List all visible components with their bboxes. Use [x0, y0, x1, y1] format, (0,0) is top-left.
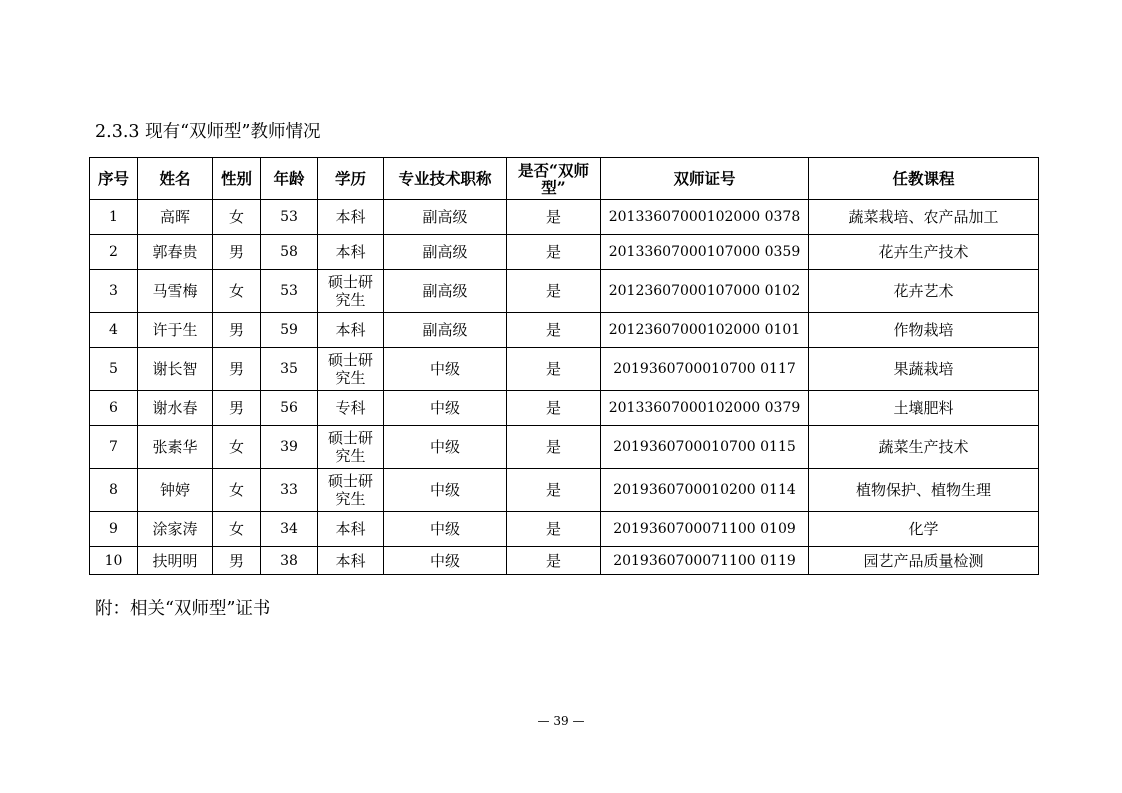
cell-name: 谢水春	[138, 391, 213, 426]
cell-education-line1: 硕士研	[327, 273, 373, 291]
cell-name: 张素华	[138, 426, 213, 469]
cell-education	[318, 469, 384, 512]
cell-education	[318, 391, 384, 426]
cell-education-line1: 本科	[335, 520, 366, 538]
cell-education	[318, 270, 384, 313]
table-row	[90, 313, 1039, 348]
cell-title: 中级	[384, 547, 507, 575]
cell-courses: 植物保护、植物生理	[809, 469, 1039, 512]
cell-education	[318, 348, 384, 391]
cell-education-line1: 硕士研	[327, 351, 373, 369]
cell-double-qualified: 是	[507, 426, 601, 469]
cell-education-line2: 究生	[335, 369, 366, 387]
cell-title: 副高级	[384, 313, 507, 348]
cell-certificate: 20133607000102000 0378	[601, 200, 809, 235]
cell-certificate: 20133607000102000 0379	[601, 391, 809, 426]
cell-name: 许于生	[138, 313, 213, 348]
cell-double-qualified: 是	[507, 547, 601, 575]
cell-gender: 女	[213, 200, 261, 235]
header-double-qualified-line1: 是否“双师	[518, 160, 589, 180]
table-row	[90, 469, 1039, 512]
cell-education	[318, 313, 384, 348]
cell-index: 1	[90, 200, 138, 235]
table-row	[90, 348, 1039, 391]
cell-education-line1: 硕士研	[327, 472, 373, 490]
cell-double-qualified: 是	[507, 235, 601, 270]
cell-education-line1: 专科	[335, 399, 366, 417]
cell-index: 7	[90, 426, 138, 469]
cell-age: 58	[261, 235, 318, 270]
cell-age: 56	[261, 391, 318, 426]
cell-name: 谢长智	[138, 348, 213, 391]
cell-education	[318, 547, 384, 575]
cell-gender: 女	[213, 469, 261, 512]
cell-courses: 作物栽培	[809, 313, 1039, 348]
header-index: 序号	[90, 158, 138, 200]
header-title: 专业技术职称	[384, 158, 507, 200]
cell-index: 9	[90, 512, 138, 547]
cell-education	[318, 426, 384, 469]
cell-courses: 蔬菜栽培、农产品加工	[809, 200, 1039, 235]
cell-index: 10	[90, 547, 138, 575]
cell-name: 涂家涛	[138, 512, 213, 547]
table-row	[90, 235, 1039, 270]
cell-index: 3	[90, 270, 138, 313]
cell-education-line1: 本科	[335, 321, 366, 339]
header-double-qualified-line2: 型”	[541, 177, 566, 197]
cell-double-qualified: 是	[507, 313, 601, 348]
cell-title: 中级	[384, 348, 507, 391]
cell-age: 53	[261, 200, 318, 235]
table-row	[90, 200, 1039, 235]
table-body	[90, 200, 1039, 575]
cell-age: 39	[261, 426, 318, 469]
table-row	[90, 391, 1039, 426]
cell-courses: 花卉生产技术	[809, 235, 1039, 270]
header-certificate: 双师证号	[601, 158, 809, 200]
cell-double-qualified: 是	[507, 512, 601, 547]
header-name: 姓名	[138, 158, 213, 200]
table-row	[90, 270, 1039, 313]
cell-age: 34	[261, 512, 318, 547]
section-title: 2.3.3 现有“双师型”教师情况	[95, 122, 321, 142]
header-courses: 任教课程	[809, 158, 1039, 200]
cell-title: 中级	[384, 426, 507, 469]
cell-double-qualified: 是	[507, 200, 601, 235]
cell-age: 33	[261, 469, 318, 512]
cell-education-line1: 本科	[335, 243, 366, 261]
cell-age: 35	[261, 348, 318, 391]
cell-education	[318, 235, 384, 270]
cell-education-line1: 本科	[335, 208, 366, 226]
cell-gender: 男	[213, 235, 261, 270]
cell-courses: 花卉艺术	[809, 270, 1039, 313]
table-row	[90, 547, 1039, 575]
cell-certificate: 20123607000107000 0102	[601, 270, 809, 313]
cell-age: 59	[261, 313, 318, 348]
header-double-qualified	[507, 158, 601, 200]
cell-title: 中级	[384, 391, 507, 426]
cell-education-line1: 本科	[335, 551, 366, 570]
cell-education-line2: 究生	[335, 490, 366, 508]
page-number: — 39 —	[537, 714, 585, 728]
cell-certificate: 2019360700010700 0117	[601, 348, 809, 391]
cell-education-line2: 究生	[335, 447, 366, 465]
cell-title: 中级	[384, 512, 507, 547]
table-row	[90, 426, 1039, 469]
cell-courses: 果蔬栽培	[809, 348, 1039, 391]
cell-certificate: 2019360700010700 0115	[601, 426, 809, 469]
header-gender: 性别	[213, 158, 261, 200]
cell-courses: 蔬菜生产技术	[809, 426, 1039, 469]
cell-double-qualified: 是	[507, 348, 601, 391]
cell-double-qualified: 是	[507, 270, 601, 313]
cell-name: 高晖	[138, 200, 213, 235]
header-education: 学历	[318, 158, 384, 200]
cell-name: 钟婷	[138, 469, 213, 512]
header-age: 年龄	[261, 158, 318, 200]
cell-index: 5	[90, 348, 138, 391]
cell-gender: 女	[213, 512, 261, 547]
cell-gender: 男	[213, 348, 261, 391]
cell-education	[318, 512, 384, 547]
cell-certificate: 2019360700010200 0114	[601, 469, 809, 512]
teacher-table	[89, 157, 1039, 575]
cell-title: 副高级	[384, 235, 507, 270]
cell-courses: 园艺产品质量检测	[809, 547, 1039, 575]
table-row	[90, 512, 1039, 547]
appendix-note: 附：相关“双师型”证书	[95, 599, 271, 619]
cell-education-line2: 究生	[335, 291, 366, 309]
cell-title: 副高级	[384, 200, 507, 235]
cell-certificate: 2019360700071100 0119	[601, 547, 809, 575]
cell-certificate: 2019360700071100 0109	[601, 512, 809, 547]
table-header-row	[90, 158, 1039, 200]
cell-age: 38	[261, 547, 318, 575]
cell-age: 53	[261, 270, 318, 313]
cell-education	[318, 200, 384, 235]
cell-index: 4	[90, 313, 138, 348]
cell-double-qualified: 是	[507, 391, 601, 426]
cell-name: 马雪梅	[138, 270, 213, 313]
cell-name: 扶明明	[138, 547, 213, 575]
cell-title: 副高级	[384, 270, 507, 313]
cell-courses: 土壤肥料	[809, 391, 1039, 426]
cell-courses: 化学	[809, 512, 1039, 547]
cell-gender: 女	[213, 270, 261, 313]
cell-index: 8	[90, 469, 138, 512]
cell-gender: 女	[213, 426, 261, 469]
cell-index: 6	[90, 391, 138, 426]
cell-gender: 男	[213, 391, 261, 426]
cell-index: 2	[90, 235, 138, 270]
cell-gender: 男	[213, 313, 261, 348]
cell-title: 中级	[384, 469, 507, 512]
cell-name: 郭春贵	[138, 235, 213, 270]
cell-certificate: 20123607000102000 0101	[601, 313, 809, 348]
cell-certificate: 20133607000107000 0359	[601, 235, 809, 270]
cell-gender: 男	[213, 547, 261, 575]
cell-double-qualified: 是	[507, 469, 601, 512]
cell-education-line1: 硕士研	[327, 429, 373, 447]
